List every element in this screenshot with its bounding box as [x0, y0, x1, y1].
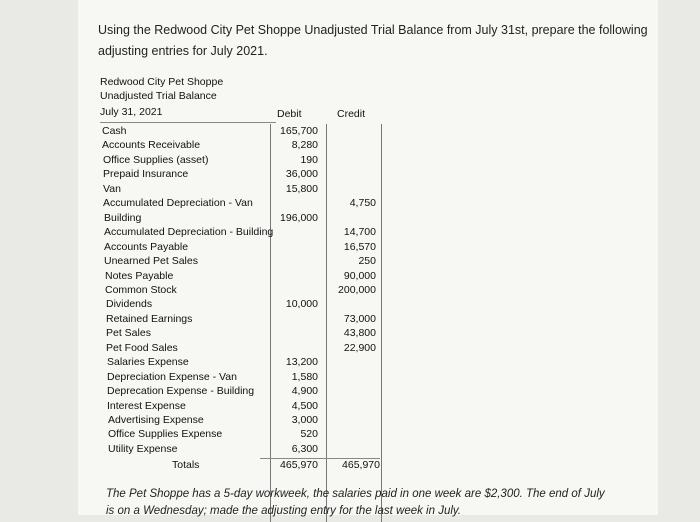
table-row — [100, 312, 385, 326]
table-row — [100, 442, 385, 456]
debit-amount: 520 — [300, 428, 318, 441]
table-row — [100, 153, 385, 167]
account-name: Prepaid Insurance — [103, 168, 189, 181]
account-name: Pet Sales — [106, 327, 151, 340]
account-name: Office Supplies Expense — [108, 428, 223, 441]
account-name: Pet Food Sales — [106, 341, 178, 354]
account-name: Accumulated Depreciation - Building — [104, 226, 274, 239]
debit-amount: 4,900 — [291, 385, 318, 398]
debit-amount: 190 — [300, 153, 318, 166]
account-name: Utility Expense — [108, 442, 178, 455]
table-row — [100, 182, 385, 196]
question-intro — [98, 20, 653, 62]
table-row — [100, 326, 385, 340]
table-row — [100, 124, 385, 138]
table-row — [100, 138, 385, 152]
table-row — [100, 196, 385, 210]
debit-amount: 165,700 — [280, 125, 318, 137]
debit-amount: 6,300 — [291, 442, 318, 455]
debit-amount: 196,000 — [280, 211, 318, 224]
date-underline — [100, 122, 276, 123]
account-name: Advertising Expense — [108, 414, 204, 426]
credit-amount: 73,000 — [343, 312, 376, 325]
table-row — [100, 399, 385, 413]
table-row — [100, 297, 385, 311]
table-row — [100, 269, 385, 283]
credit-amount: 14,700 — [343, 226, 376, 239]
account-name: Building — [104, 211, 142, 224]
note-line-1: The Pet Shoppe has a 5-day workweek, the salaries paid in one week are $2,300. The end of July — [106, 488, 605, 500]
credit-amount: 200,000 — [338, 283, 376, 296]
intro-line-1: Using the Redwood City Pet Shoppe Unadjusted Trial Balance from July 31st, prepare the following — [98, 23, 648, 37]
table-row — [100, 370, 385, 384]
credit-amount: 22,900 — [343, 341, 376, 354]
credit-amount: 90,000 — [343, 269, 376, 282]
credit-header: Credit — [337, 108, 366, 120]
table-row — [100, 355, 385, 369]
debit-amount: 3,000 — [291, 414, 318, 426]
account-name: Accounts Receivable — [102, 139, 201, 152]
totals-credit: 465,970 — [342, 459, 380, 471]
table-row — [100, 283, 385, 297]
report-date: July 31, 2021 — [100, 106, 163, 118]
company-name: Redwood City Pet Shoppe — [100, 76, 224, 88]
account-name: Depreciation Expense - Van — [107, 370, 237, 383]
table-row — [100, 254, 385, 268]
account-name: Cash — [102, 125, 127, 137]
table-row — [100, 225, 385, 239]
account-name: Deprecation Expense - Building — [107, 385, 255, 398]
credit-amount: 250 — [358, 255, 376, 268]
account-name: Retained Earnings — [106, 312, 193, 325]
debit-header: Debit — [277, 108, 302, 120]
note-line-2: is on a Wednesday; made the adjusting entry for the last week in July. — [106, 505, 461, 517]
account-name: Salaries Expense — [107, 356, 189, 369]
totals-debit: 465,970 — [280, 459, 318, 471]
debit-amount: 4,500 — [291, 399, 318, 412]
table-row — [100, 341, 385, 355]
table-row — [100, 384, 385, 398]
report-title: Unadjusted Trial Balance — [100, 90, 217, 102]
account-name: Accounts Payable — [104, 240, 189, 253]
credit-amount: 4,750 — [349, 197, 376, 210]
debit-amount: 1,580 — [291, 370, 318, 383]
account-name: Common Stock — [105, 283, 177, 296]
table-row — [100, 413, 385, 427]
intro-line-2: adjusting entries for July 2021. — [98, 44, 268, 58]
debit-amount: 15,800 — [285, 182, 318, 195]
table-row — [100, 167, 385, 181]
credit-amount: 16,570 — [343, 240, 376, 253]
totals-row — [100, 458, 385, 472]
account-name: Dividends — [106, 298, 153, 311]
totals-label: Totals — [172, 459, 200, 471]
account-name: Van — [103, 182, 121, 195]
account-name: Accumulated Depreciation - Van — [103, 197, 253, 210]
account-name: Office Supplies (asset) — [103, 153, 209, 166]
debit-amount: 13,200 — [285, 356, 318, 369]
account-name: Notes Payable — [105, 269, 174, 282]
account-name: Unearned Pet Sales — [104, 255, 198, 268]
table-row — [100, 427, 385, 441]
table-row — [100, 240, 385, 254]
account-name: Interest Expense — [107, 399, 186, 412]
debit-amount: 10,000 — [285, 298, 318, 311]
table-row — [100, 211, 385, 225]
credit-amount: 43,800 — [343, 327, 376, 340]
debit-amount: 36,000 — [285, 168, 318, 181]
debit-amount: 8,280 — [291, 139, 318, 152]
